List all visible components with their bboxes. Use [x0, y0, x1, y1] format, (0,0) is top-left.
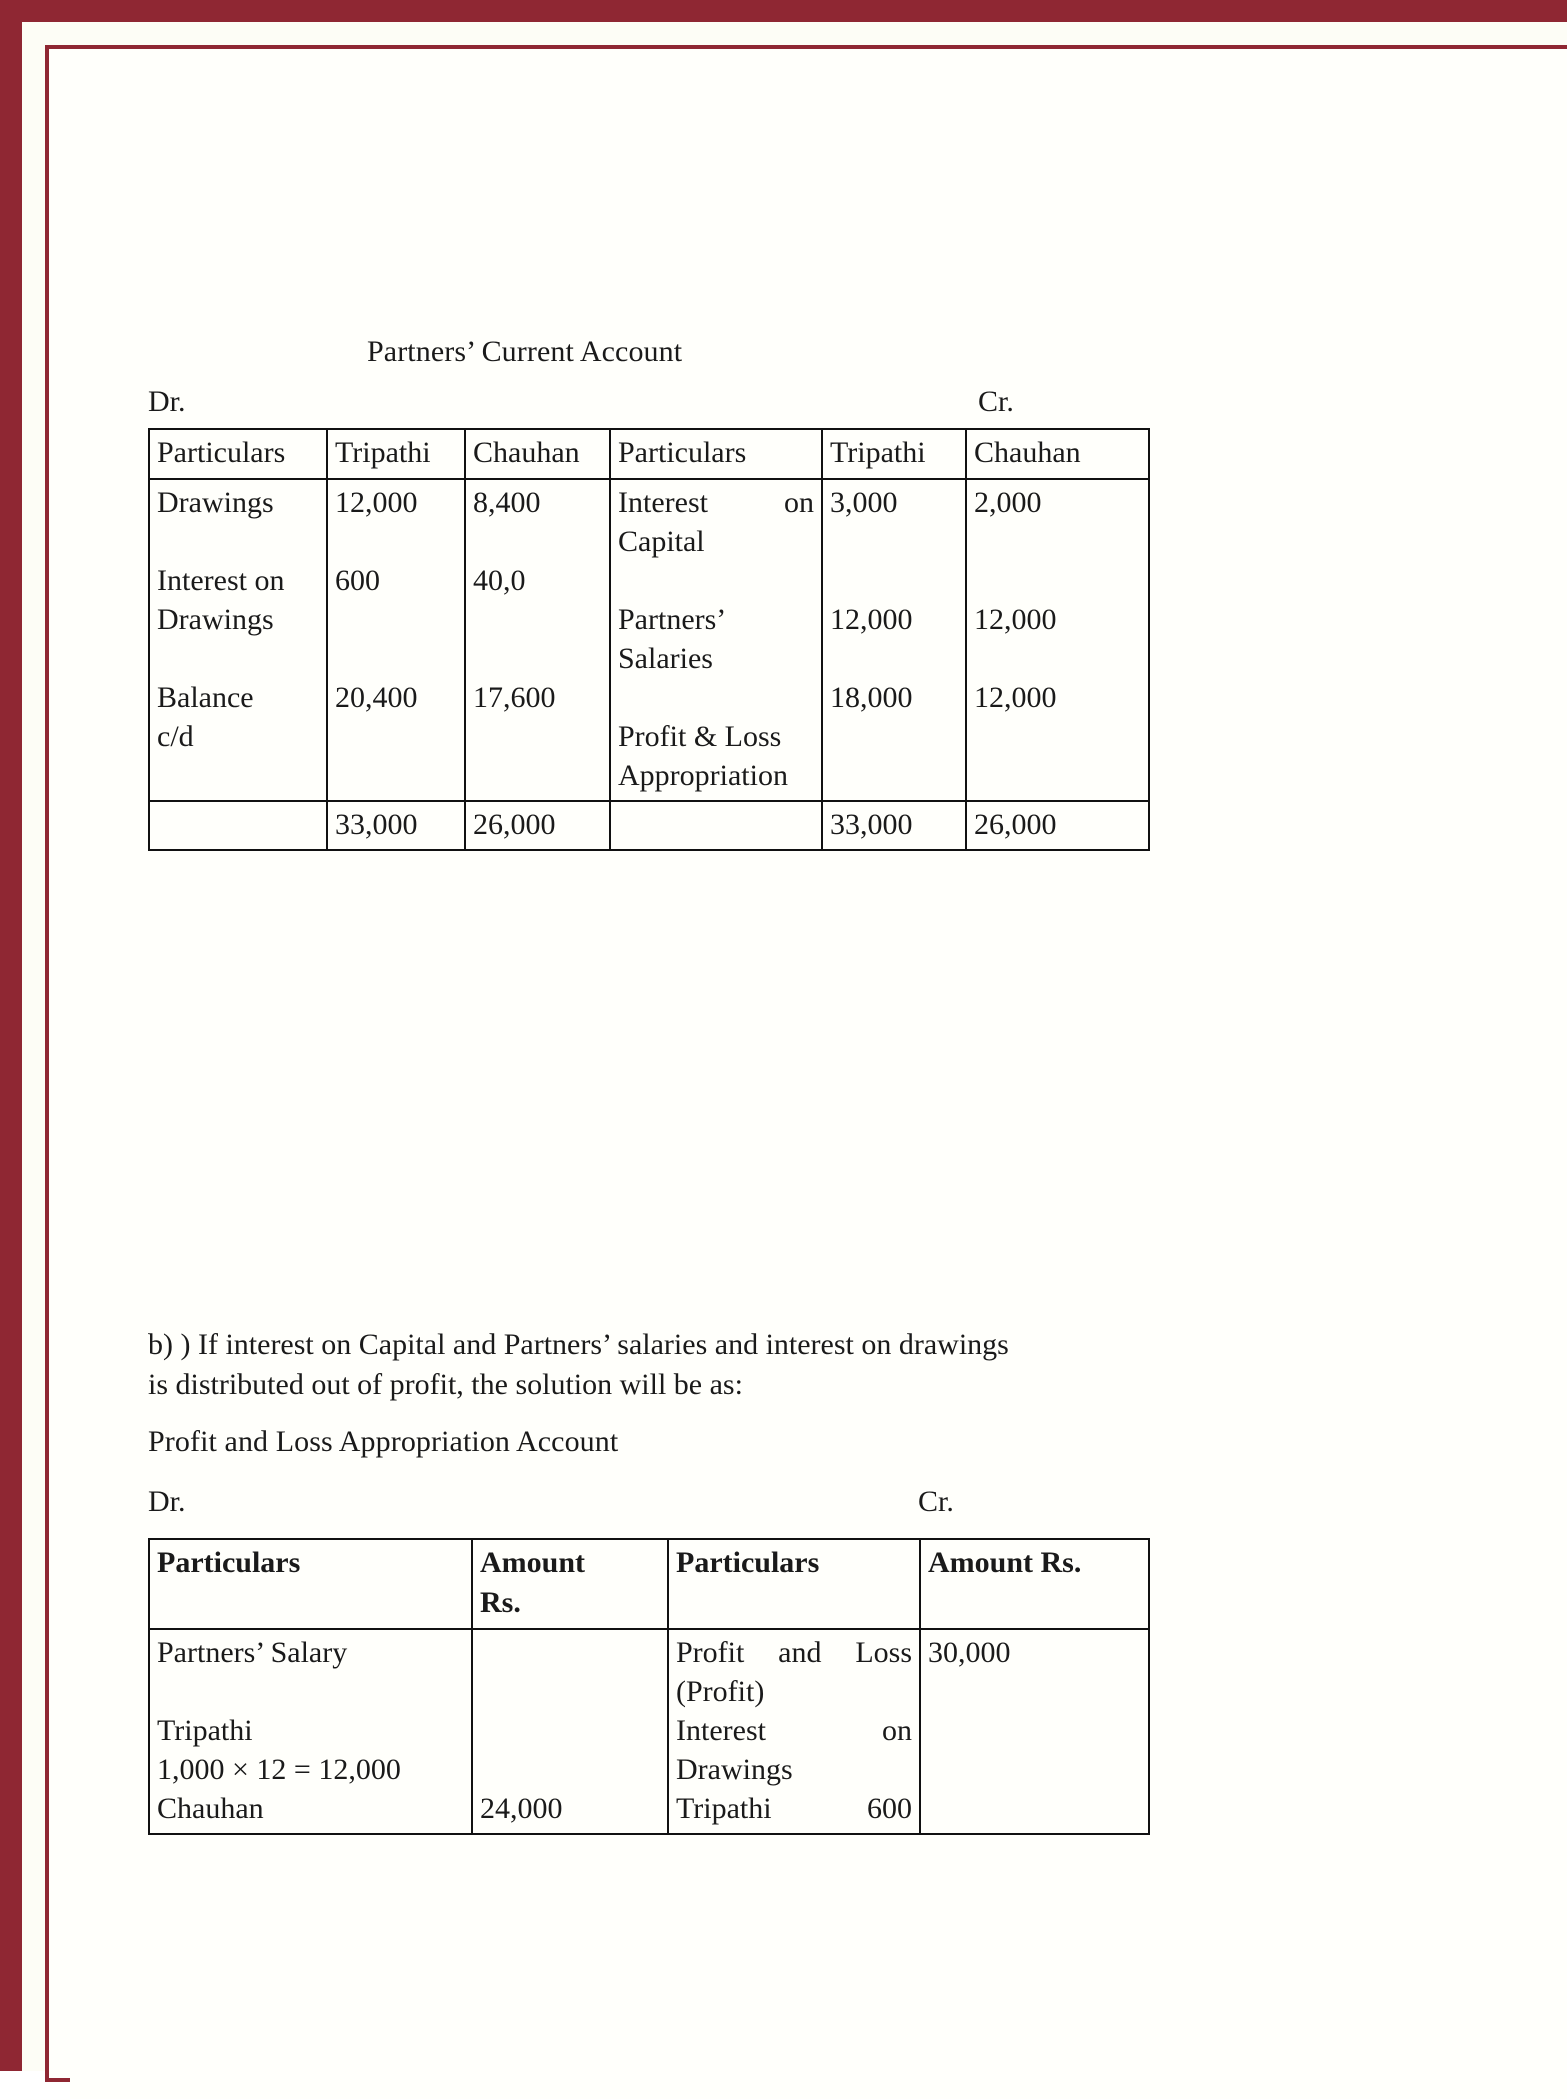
col-header-tripathi-debit: Tripathi [327, 429, 465, 479]
entry-partners-salary: Partners’ Salary [157, 1636, 348, 1669]
profit-loss-appropriation-table [148, 1538, 1150, 1835]
entry-tripathi-2: Tripathi [676, 1792, 772, 1825]
col-header-particulars-credit-2: Particulars [668, 1539, 920, 1629]
value-profit-amount: 30,000 [928, 1636, 1011, 1669]
spacer [974, 561, 1141, 600]
entry-profit-loss-line1: Profit & Loss [618, 720, 782, 753]
entry-tripathi-600-row [676, 1789, 912, 1828]
credit-label-2: Cr. [918, 1485, 954, 1518]
value-salaries-chauhan: 12,000 [974, 603, 1057, 636]
value-salaries-tripathi: 12,000 [830, 603, 913, 636]
debit-label: Dr. [148, 385, 186, 418]
spacer [480, 1672, 660, 1711]
totals-credit-tripathi: 33,000 [822, 801, 966, 850]
value-interest-drawings-chauhan: 40,0 [473, 564, 526, 597]
page-content [70, 70, 1567, 2099]
credit-chauhan-cell [966, 479, 1149, 801]
spacer [480, 1711, 660, 1750]
debit-particulars-cell [149, 479, 327, 801]
value-drawings-chauhan: 8,400 [473, 486, 541, 519]
spacer [473, 639, 602, 678]
entry-balance-cd-line1: Balance [157, 681, 254, 714]
debit-chauhan-cell [465, 479, 610, 801]
spacer [974, 522, 1141, 561]
value-drawings-tripathi: 12,000 [335, 486, 418, 519]
spacer [157, 522, 319, 561]
table-row [149, 479, 1149, 801]
spacer [480, 1750, 660, 1789]
credit-label: Cr. [978, 385, 1014, 418]
spacer [480, 1633, 660, 1672]
entry-interest-on-row [676, 1711, 912, 1750]
value-salary-total: 24,000 [480, 1792, 563, 1825]
entry-chauhan: Chauhan [157, 1792, 264, 1825]
credit-particulars-cell [610, 479, 822, 801]
debit-amount-cell [472, 1629, 668, 1834]
entry-tripathi-calc: 1,000 × 12 = 12,000 [157, 1753, 401, 1786]
entry-drawings: Drawings [157, 486, 274, 519]
credit-tripathi-cell [822, 479, 966, 801]
entry-profit-loss-line2: Appropriation [618, 759, 788, 792]
table-row [149, 1629, 1149, 1834]
note-line-2: is distributed out of profit, the solution will be as: [148, 1368, 743, 1401]
entry-partners-salaries-line2: Salaries [618, 642, 713, 675]
note-line-1: b) ) If interest on Capital and Partners’ salaries and interest on drawings [148, 1328, 1009, 1361]
entry-tripathi: Tripathi [157, 1714, 253, 1747]
spacer [157, 1672, 464, 1711]
spacer [974, 639, 1141, 678]
credit-amount-cell [920, 1629, 1149, 1834]
spacer [473, 600, 602, 639]
entry-on-word: on [784, 486, 814, 519]
spacer [335, 600, 457, 639]
col-header-chauhan-debit: Chauhan [465, 429, 610, 479]
totals-credit-particulars [610, 801, 822, 850]
table-header-row [149, 1539, 1149, 1629]
credit-particulars-cell-2 [668, 1629, 920, 1834]
entry-on-word-2: on [882, 1714, 912, 1747]
entry-interest-word-2: Interest [676, 1714, 766, 1747]
current-account-title: Partners’ Current Account [367, 335, 683, 368]
rs-word: Rs. [480, 1586, 521, 1619]
spacer [335, 522, 457, 561]
spacer [830, 561, 958, 600]
note-paragraph [148, 1325, 1158, 1405]
table-header-row [149, 429, 1149, 479]
spacer [830, 639, 958, 678]
entry-interest-on-capital-line1 [618, 483, 814, 522]
spacer [830, 522, 958, 561]
spacer [473, 522, 602, 561]
col-header-particulars-debit: Particulars [149, 429, 327, 479]
entry-interest-on-capital-line2: Capital [618, 525, 705, 558]
totals-debit-tripathi: 33,000 [327, 801, 465, 850]
table-totals-row [149, 801, 1149, 850]
value-interest-capital-tripathi: 3,000 [830, 486, 898, 519]
spacer [618, 561, 814, 600]
debit-label-2: Dr. [148, 1485, 186, 1518]
value-profit-loss-chauhan: 12,000 [974, 681, 1057, 714]
value-tripathi-interest: 600 [867, 1792, 912, 1825]
entry-interest-on-drawings-line1: Interest on [157, 564, 285, 597]
entry-profit-and-loss: Profit and Loss [676, 1636, 912, 1669]
col-header-tripathi-credit: Tripathi [822, 429, 966, 479]
entry-interest-word: Interest [618, 486, 708, 519]
totals-debit-chauhan: 26,000 [465, 801, 610, 850]
entry-drawings-2: Drawings [676, 1753, 793, 1786]
pl-appropriation-title: Profit and Loss Appropriation Account [148, 1425, 619, 1458]
entry-profit-paren: (Profit) [676, 1675, 765, 1708]
value-interest-capital-chauhan: 2,000 [974, 486, 1042, 519]
debit-tripathi-cell [327, 479, 465, 801]
col-header-amount-credit: Amount Rs. [920, 1539, 1149, 1629]
col-header-particulars-credit: Particulars [610, 429, 822, 479]
totals-debit-particulars [149, 801, 327, 850]
col-header-amount-debit [472, 1539, 668, 1629]
spacer [157, 639, 319, 678]
totals-credit-chauhan: 26,000 [966, 801, 1149, 850]
amount-word: Amount [480, 1546, 586, 1579]
col-header-particulars-debit-2: Particulars [149, 1539, 472, 1629]
page-white-gap [22, 22, 1567, 2071]
value-profit-loss-tripathi: 18,000 [830, 681, 913, 714]
value-balance-cd-chauhan: 17,600 [473, 681, 556, 714]
col-header-chauhan-credit: Chauhan [966, 429, 1149, 479]
value-interest-drawings-tripathi: 600 [335, 564, 380, 597]
value-balance-cd-tripathi: 20,400 [335, 681, 418, 714]
page-inner-border [45, 45, 1567, 2082]
entry-partners-salaries-line1: Partners’ [618, 603, 727, 636]
entry-balance-cd-line2: c/d [157, 720, 194, 753]
entry-interest-on-drawings-line2: Drawings [157, 603, 274, 636]
partners-current-account-table [148, 428, 1150, 851]
spacer [335, 639, 457, 678]
spacer [618, 678, 814, 717]
debit-particulars-cell-2 [149, 1629, 472, 1834]
